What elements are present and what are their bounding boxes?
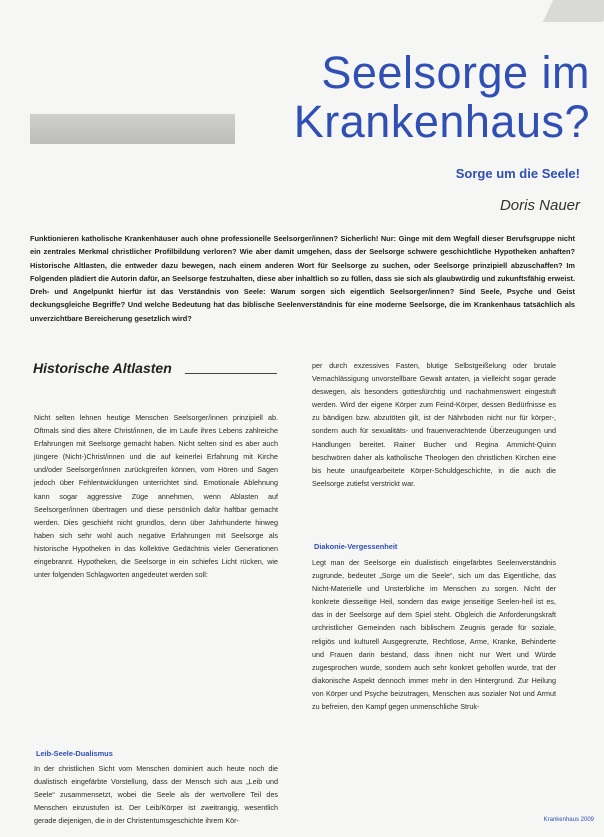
article-kicker: Sorge um die Seele!: [455, 166, 580, 181]
page-footer-reference: Krankenhaus 2009: [543, 817, 594, 823]
subheading-diakonie: Diakonie-Vergessenheit: [314, 542, 398, 551]
column-2-text: [312, 359, 556, 490]
column-2-continued: [312, 556, 556, 713]
column-1-paragraph: Nicht selten lehnen heutige Menschen Seelsorger/innen prinzipiell ab. Oftmals sind dies ältere Christ/innen, die im Laufe ihres Lebens zahlreiche Erfahrungen mit Seelsorge gemacht haben. Nicht selten sind es aber auch jüngere (Nicht-)Christ/innen und die auf keinerlei Erfahrung mit Kirche und/oder Seelsorger/innen zurückgreifen können, vom Hören und Sagen jedoch über Fehlentwicklungen unterrichtet sind. Emotionale Ablehnung kann sogar aggressive Züge annehmen, wenn Ablasten auf Seelsorger/innen übertragen und diese persönlich dafür haftbar gemacht werden. Dies geschieht nicht grundlos, denn über Jahrhunderte hinweg haben sich sehr wohl auch negative Erfahrungen mit Seelsorge als historische Hypotheken in das kollektive Gedächtnis vieler Generationen eingebrannt. Hypotheken, die Seelsorge in ein schiefes Licht rücken, wie unter folgenden Schlagworten angedeutet werden soll:: [34, 413, 278, 580]
column-2b-paragraph: Legt man der Seelsorge ein dualistisch eingefärbtes Seelenverständnis zugrunde, bedeutet „Sorge um die Seele“, sich um das Eigentliche, das Nicht-Materielle und Unsterbliche im Menschen zu sorgen. Nicht der konkrete diesseitige Heil, sondern das ewige jenseitige Seelen-heil ist es, das in der Seelsorge auf dem Spiel steht. Obgleich die Anforderungskraft urchristlicher Gemeinden nach biblischem Zeugnis gerade für soziale, religiös und kulturell Ausgegrenzte, Rechtlose, Arme, Kranke, Behinderte und Frauen darin bestand, dass ihnen nicht nur Wert und Würde zugesprochen wurde, sondern auch sehr konkret geholfen wurde, trat der diakonische Aspekt dennoch immer mehr in den Hintergrund. Zur Heilung von Körper und Psyche beizutragen, Menschen aus sozialer Not und Armut zu befreien, den Kampf gegen unmenschliche Struk-: [312, 558, 556, 712]
title-line-1: Seelsorge im: [321, 47, 590, 98]
section-title: Historische Altlasten: [33, 360, 172, 376]
article-title: [200, 48, 590, 146]
column-1-text: [34, 411, 278, 581]
subheading-leib-seele: Leib-Seele-Dualismus: [36, 749, 113, 758]
column-2-paragraph: per durch exzessives Fasten, blutige Selbstgeißelung oder brutale Vernachlässigung unvorstellbare Gewalt antaten, ja vielleicht sogar gerade deswegen, als besonders gottesfürchtig und nachahmenswert eingestuft werden. Wird der eigene Körper zum Feind-Körper, dessen Bedürfnisse es zu bändigen bzw. abzutöten gilt, ist der Nährboden nicht nur für körper-, sondern auch für sexualitäts- und frauenverachtende Überzeugungen und Handlungen bereitet. Rainer Bucher und Regina Ammicht-Quinn beschwören daher als katholische Theologen den christlichen Kirchen eine bis heute unaufgearbeitete Körper-Schuldgeschichte, in die auch die Seelsorge zutiefst verstrickt war.: [312, 361, 556, 488]
title-line-2: Krankenhaus?: [293, 96, 590, 147]
article-author: Doris Nauer: [499, 197, 580, 214]
corner-decoration: [543, 0, 604, 22]
column-1-continued: [34, 762, 278, 827]
section-rule: [185, 373, 277, 374]
decorative-gray-bar: [30, 114, 235, 144]
lead-paragraph: Funktionieren katholische Krankenhäuser auch ohne professionelle Seelsorger/innen? Sicherlich! Nur: Ginge mit dem Wegfall dieser Berufsgruppe nicht ein zentrales Merkmal christlicher Profilbildung verloren? Wie aber damit umgehen, dass der Seelsorge schwere geschichtliche Hypotheken anhaften? Historische Altlasten, die entweder dazu bewegen, nach einem anderen Wort für Seelsorge zu suchen, oder Seelsorge prinzipiell abzuschaffen? Im Folgenden plädiert die Autorin dafür, an Seelsorge festzuhalten, diese aber inhaltlich so zu füllen, dass sie sich als glaubwürdig und zukunftsfähig erweist. Dreh- und Angelpunkt hierfür ist das Verständnis von Seele: Warum sorgen sich eigentlich Seelsorger/innen? Sind Seele, Psyche und Geist deckungsgleiche Begriffe? Und welche Bedeutung hat das biblische Seelenverständnis für eine moderne Seelsorge, die im Krankenhaus tatsächlich als unverzichtbare Bereicherung gesetzlich wird?: [30, 234, 575, 323]
column-1b-paragraph: In der christlichen Sicht vom Menschen dominiert auch heute noch die dualistisch eingefärbte Vorstellung, dass der Mensch sich aus „Leib und Seele“ zusammensetzt, wobei die Seele als der wertvollere Teil des Menschen einzustufen ist. Der Leib/Körper ist zweitrangig, wesentlich gerade diejenigen, die in der Christentumsgeschichte ihrem Kör-: [34, 764, 278, 826]
